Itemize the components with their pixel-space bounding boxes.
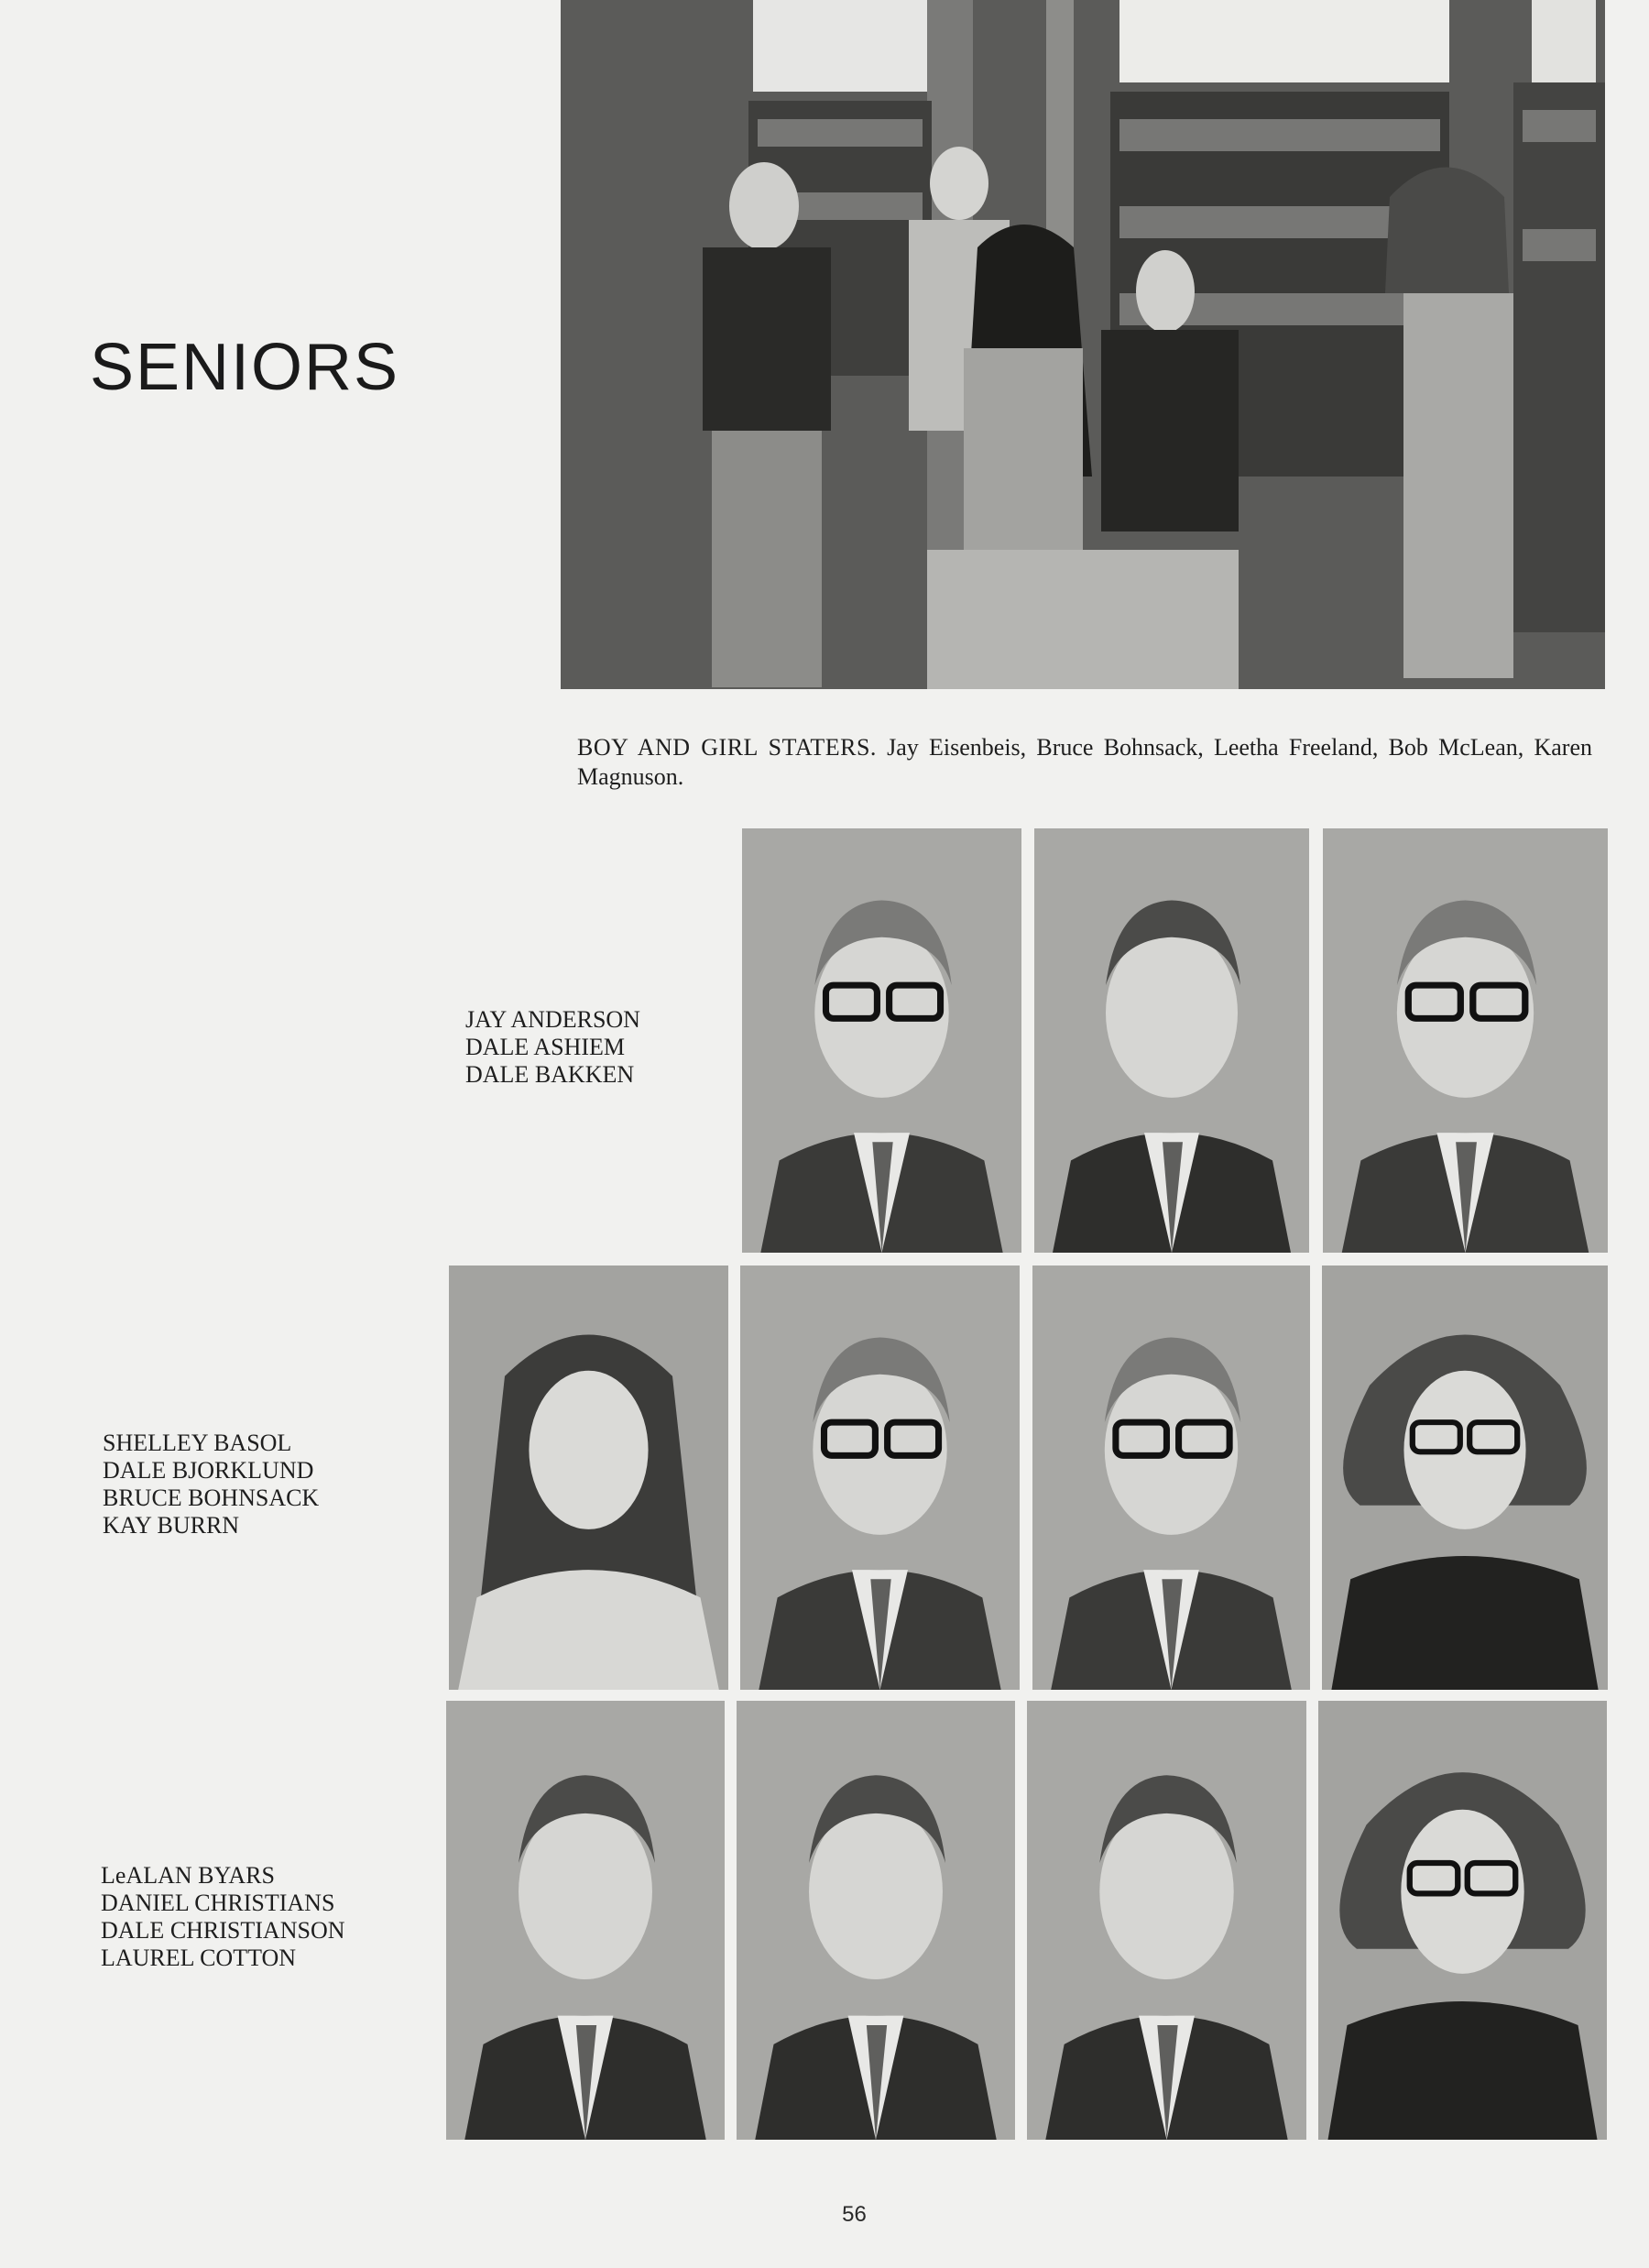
student-name: BRUCE BOHNSACK <box>103 1485 320 1511</box>
student-name: JAY ANDERSON <box>465 1006 640 1033</box>
portrait-image <box>1318 1701 1607 2140</box>
portrait-jay-anderson <box>742 828 1021 1253</box>
portrait-image <box>1323 828 1608 1253</box>
portrait-laurel-cotton <box>1318 1701 1607 2140</box>
group-photo-image <box>561 0 1605 689</box>
portrait-kay-burrn <box>1322 1265 1608 1690</box>
portrait-image <box>1032 1265 1310 1690</box>
student-name: DANIEL CHRISTIANS <box>101 1890 335 1916</box>
student-name: SHELLEY BASOL <box>103 1430 292 1456</box>
row-3-names <box>101 1862 345 1972</box>
portrait-dale-bjorklund <box>740 1265 1020 1690</box>
caption-names: Jay Eisenbeis, Bruce Bohnsack, Leetha Freeland, Bob McLean, Karen Magnuson. <box>577 734 1592 790</box>
student-name: DALE ASHIEM <box>465 1034 626 1060</box>
row-1-names <box>465 1006 640 1089</box>
portrait-image <box>1027 1701 1306 2140</box>
portrait-bruce-bohnsack <box>1032 1265 1310 1690</box>
group-photo-caption <box>577 733 1592 792</box>
student-name: LAUREL COTTON <box>101 1945 297 1971</box>
portrait-daniel-christians <box>737 1701 1015 2140</box>
page-title: SENIORS <box>90 331 400 404</box>
portrait-shelley-basol <box>449 1265 728 1690</box>
portrait-dale-christianson <box>1027 1701 1306 2140</box>
caption-heading: BOY AND GIRL STATERS. <box>577 734 877 761</box>
row-2-names <box>103 1430 319 1539</box>
student-name: DALE CHRISTIANSON <box>101 1917 345 1944</box>
student-name: DALE BJORKLUND <box>103 1457 314 1484</box>
portrait-image <box>1322 1265 1608 1690</box>
portrait-lealan-byars <box>446 1701 725 2140</box>
portrait-dale-bakken <box>1323 828 1608 1253</box>
student-name: LeALAN BYARS <box>101 1862 275 1889</box>
portrait-image <box>449 1265 728 1690</box>
student-name: DALE BAKKEN <box>465 1061 635 1088</box>
portrait-image <box>742 828 1021 1253</box>
portrait-image <box>1034 828 1309 1253</box>
student-name: KAY BURRN <box>103 1512 240 1539</box>
portrait-image <box>740 1265 1020 1690</box>
portrait-image <box>446 1701 725 2140</box>
group-photo <box>561 0 1605 689</box>
portrait-dale-ashiem <box>1034 828 1309 1253</box>
portrait-image <box>737 1701 1015 2140</box>
page-number: 56 <box>842 2202 867 2227</box>
